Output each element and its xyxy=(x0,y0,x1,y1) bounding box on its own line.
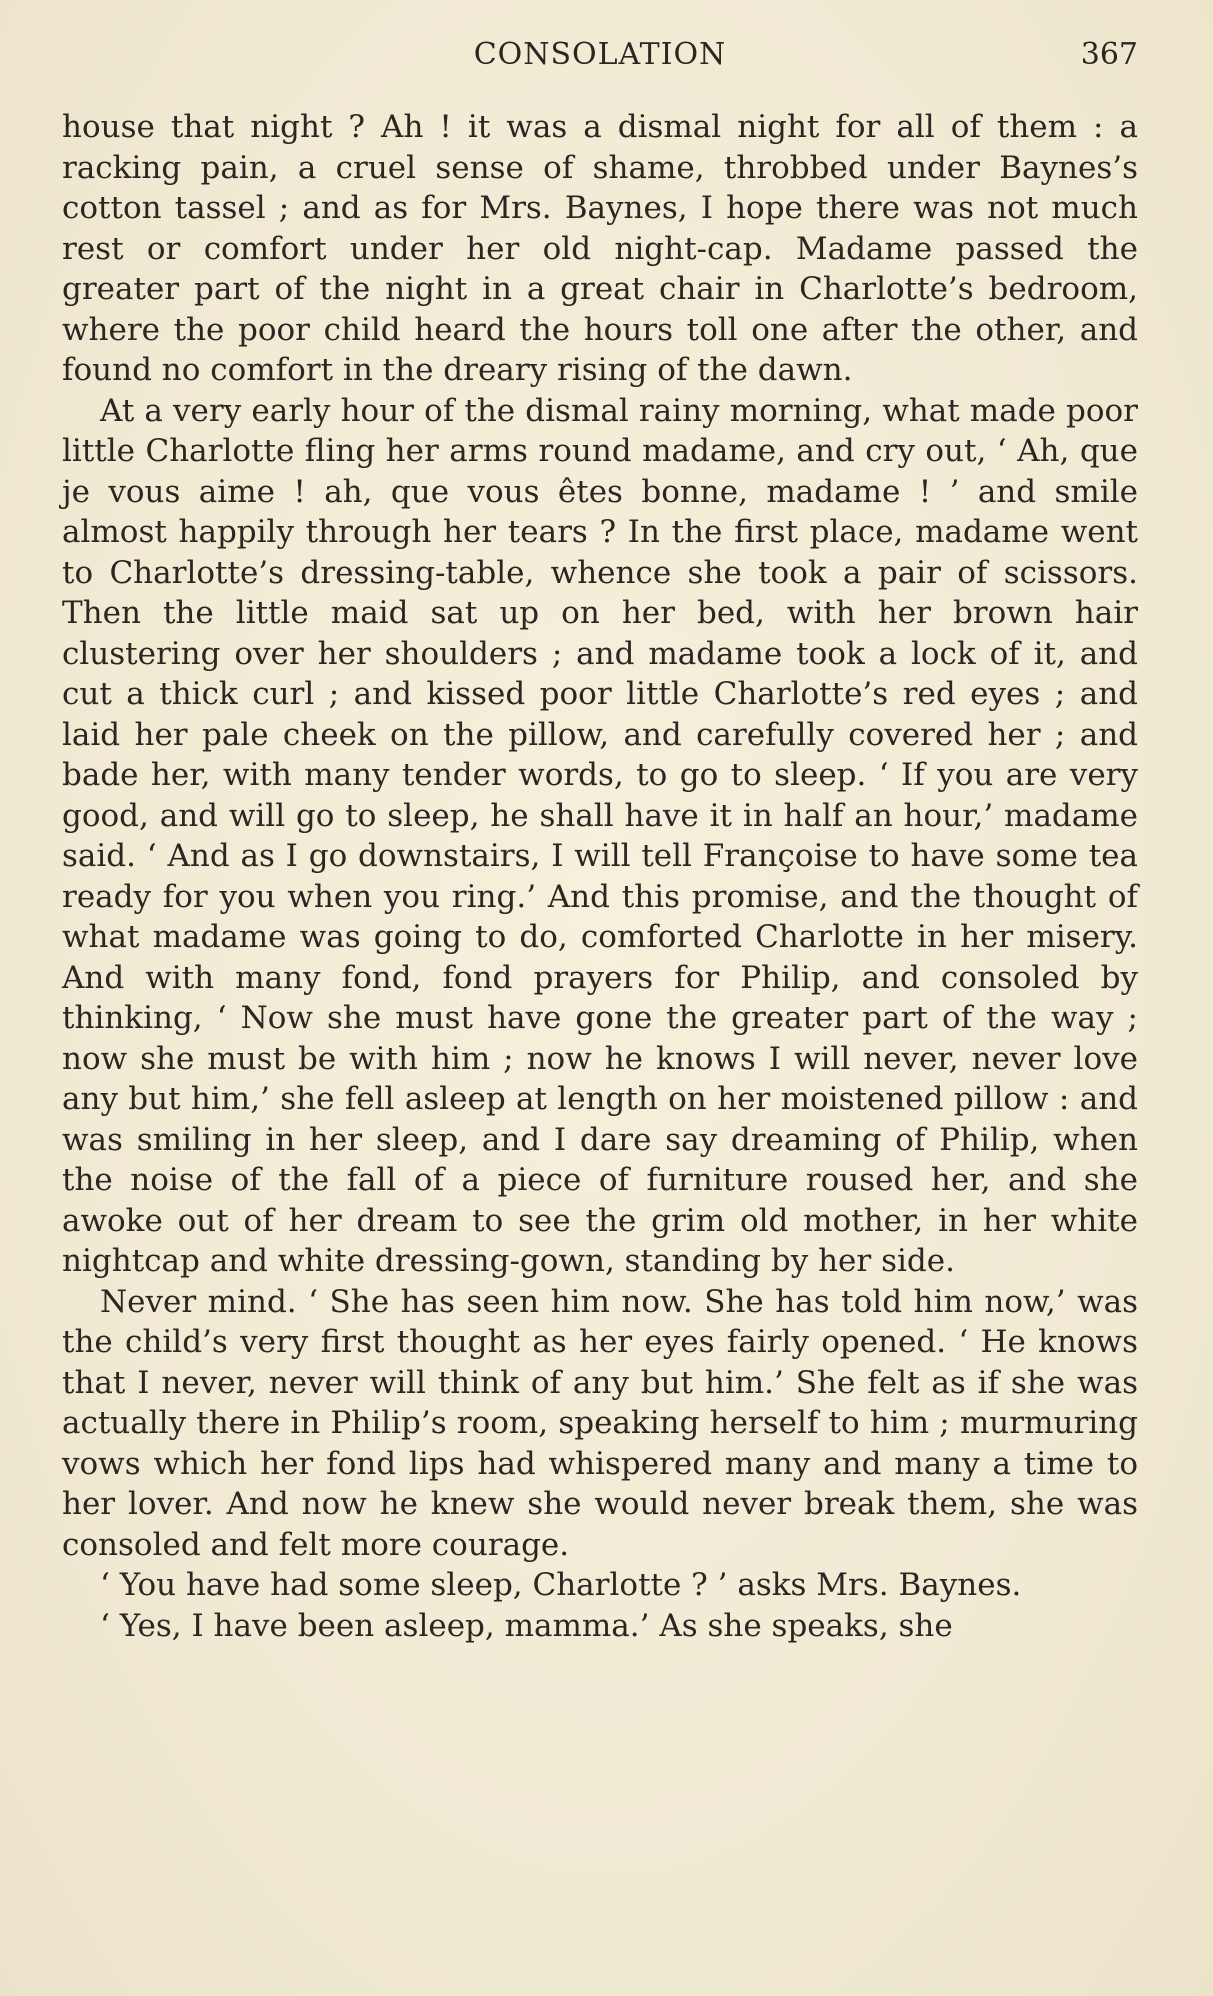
running-title: CONSOLATION xyxy=(473,37,727,72)
body-text xyxy=(62,107,1138,1646)
paragraph: house that night ? Ah ! it was a dismal night for all of them : a racking pain, a cruel sense of shame, throbbed under Baynes’s cotton tassel ; and as for Mrs. Baynes, I hope there was not much rest or comfort under her old night-cap. Madame passed the greater part of the night in a great chair in Charlotte’s bedroom, where the poor child heard the hours toll one after the other, and found no comfort in the dreary rising of the dawn. xyxy=(62,109,1138,388)
paragraph: At a very early hour of the dismal rainy morning, what made poor little Charlotte fling her arms round madame, and cry out, ‘ Ah, que je vous aime ! ah, que vous êtes bonne, madame ! ’ and smile almost happily through her tears ? In the first place, madame went to Charlotte’s dressing-table, whence she took a pair of scissors. Then the little maid sat up on her bed, with her brown hair clustering over her shoulders ; and madame took a lock of it, and cut a thick curl ; and kissed poor little Charlotte’s red eyes ; and laid her pale cheek on the pillow, and carefully covered her ; and bade her, with many tender words, to go to sleep. ‘ If you are very good, and will go to sleep, he shall have it in half an hour,’ madame said. ‘ And as I go downstairs, I will tell Françoise to have some tea ready for you when you ring.’ And this promise, and the thought of what madame was going to do, comforted Charlotte in her misery. And with many fond, fond prayers for Philip, and consoled by thinking, ‘ Now she must have gone the greater part of the way ; now she must be with him ; now he knows I will never, never love any but him,’ she fell asleep at length on her moistened pillow : and was smiling in her sleep, and I dare say dreaming of Philip, when the noise of the fall of a piece of furniture roused her, and she awoke out of her dream to see the grim old mother, in her white nightcap and white dressing-gown, standing by her side. xyxy=(62,392,1138,1279)
paragraph: Never mind. ‘ She has seen him now. She has told him now,’ was the child’s very first thought as her eyes fairly opened. ‘ He knows that I never, never will think of any but him.’ She felt as if she was actually there in Philip’s room, speaking herself to him ; murmuring vows which her fond lips had whispered many and many a time to her lover. And now he knew she would never break them, she was consoled and felt more courage. xyxy=(62,1283,1138,1563)
paragraph: ‘ Yes, I have been asleep, mamma.’ As she speaks, she xyxy=(100,1607,953,1644)
paragraph: ‘ You have had some sleep, Charlotte ? ’ asks Mrs. Baynes. xyxy=(100,1567,1022,1603)
page-number: 367 xyxy=(1080,37,1138,72)
running-head xyxy=(62,30,1138,80)
